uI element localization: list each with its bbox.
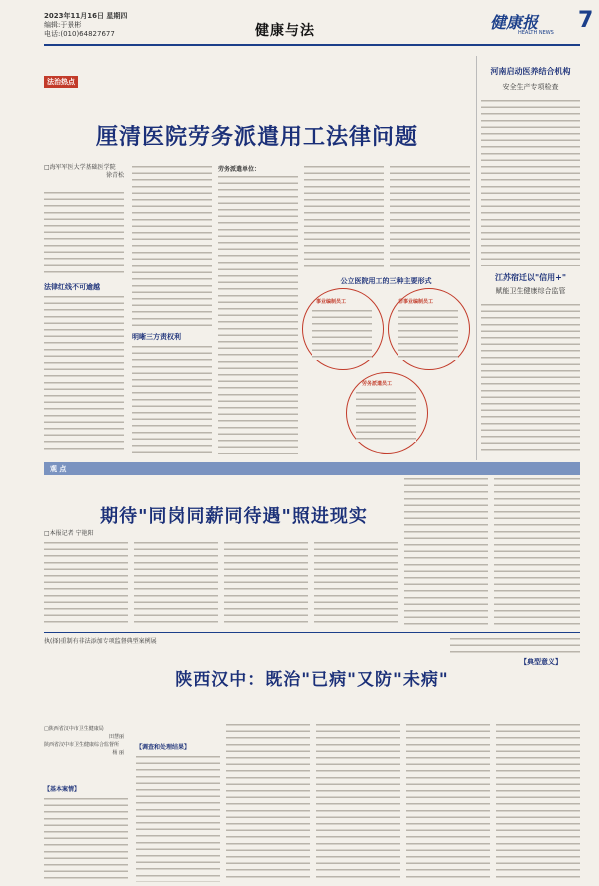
opinion-byline: □本报记者 宁艳阳 (44, 530, 94, 537)
section-label: 观 点 (50, 465, 67, 473)
diagram-item: 事业编制员工 (316, 299, 347, 305)
newspaper-logo-sub: HEALTH NEWS (518, 30, 554, 36)
body-column (450, 636, 580, 656)
diagram-text (356, 390, 416, 442)
body-column (496, 722, 580, 882)
story-byline (44, 164, 124, 180)
body-column (406, 722, 490, 882)
masthead (0, 0, 599, 46)
byline-org: □陕西省汉中市卫生健康局 (44, 726, 104, 732)
masthead-date-block (44, 12, 144, 39)
diagram-item: 非事业编制员工 (398, 299, 434, 305)
byline-org: □海军军医大学基础医学院 (44, 164, 116, 171)
sidebar-headline: 河南启动医养结合机构 (490, 66, 571, 76)
body-column (44, 294, 124, 454)
sidebar-body (481, 302, 580, 456)
body-column (224, 540, 308, 628)
sidebar-news (481, 66, 580, 458)
sidebar-subheadline: 赋能卫生健康综合监管 (495, 287, 566, 295)
byline-name: 杨 丽 (112, 750, 124, 756)
diagram-title: 公立医院用工的三种主要形式 (340, 277, 432, 285)
diagram-item: 劳务派遣员工 (362, 381, 393, 387)
masthead-date: 2023年11月16日 星期四 (44, 12, 128, 20)
byline-name: 田慧丽 (108, 734, 124, 740)
masthead-editor: 编辑:于景彬 (44, 21, 82, 29)
body-column (44, 190, 124, 278)
diagram-text (312, 308, 372, 360)
body-column (132, 164, 212, 328)
diagram-text (398, 308, 458, 360)
story3-headline: 陕西汉中：既治"已病"又防"未病" (175, 670, 449, 690)
body-column (134, 540, 218, 628)
newspaper-logo: 健康报 (490, 13, 539, 32)
sidebar-body (481, 98, 580, 266)
rule-story3 (44, 632, 580, 633)
story3-byline (44, 725, 124, 757)
body-column (404, 476, 488, 628)
body-column (44, 796, 128, 882)
body-column (390, 164, 470, 268)
body-column (316, 722, 400, 882)
body-column (136, 754, 220, 882)
employment-forms-diagram (302, 276, 470, 456)
page-number: 7 (578, 8, 594, 33)
subhead-basic-case: 【基本案情】 (44, 786, 81, 793)
story-headline: 厘清医院劳务派遣用工法律问题 (95, 124, 418, 150)
subhead-provider: 劳务派遣单位： (218, 166, 261, 173)
body-column (494, 476, 580, 628)
body-column (44, 540, 128, 628)
subhead-investigation: 【调查和处理结果】 (136, 744, 191, 751)
sidebar-headline: 江苏宿迁以"信用+" (494, 272, 567, 282)
subhead-typical: 【典型意义】 (520, 658, 562, 666)
story-tag: 法治热点 (44, 76, 78, 88)
section-bar (44, 462, 580, 475)
section-title: 健康与法 (255, 23, 315, 39)
story-labor-dispatch (44, 48, 470, 448)
byline-org: 陕西省汉中市卫生健康综合监督所 (44, 742, 120, 748)
opinion-headline: 期待"同岗同薪同待遇"照进现实 (100, 506, 368, 527)
masthead-rule (44, 44, 580, 46)
masthead-phone: 电话:(010)64827677 (44, 30, 115, 38)
body-column (304, 164, 384, 268)
body-column (132, 344, 212, 454)
body-column (218, 174, 298, 454)
body-column (314, 540, 398, 628)
sidebar-subheadline: 安全生产专项检查 (502, 83, 559, 91)
story3-tag: 执(择)重制有非法添加专项监督典型案例展 (44, 638, 157, 645)
byline-name: 徐青松 (105, 172, 124, 179)
subhead-law: 法律红线不可逾越 (44, 283, 100, 291)
body-column (226, 722, 310, 882)
subhead-practice: 明晰三方责权利 (132, 333, 181, 341)
column-divider (476, 56, 477, 460)
